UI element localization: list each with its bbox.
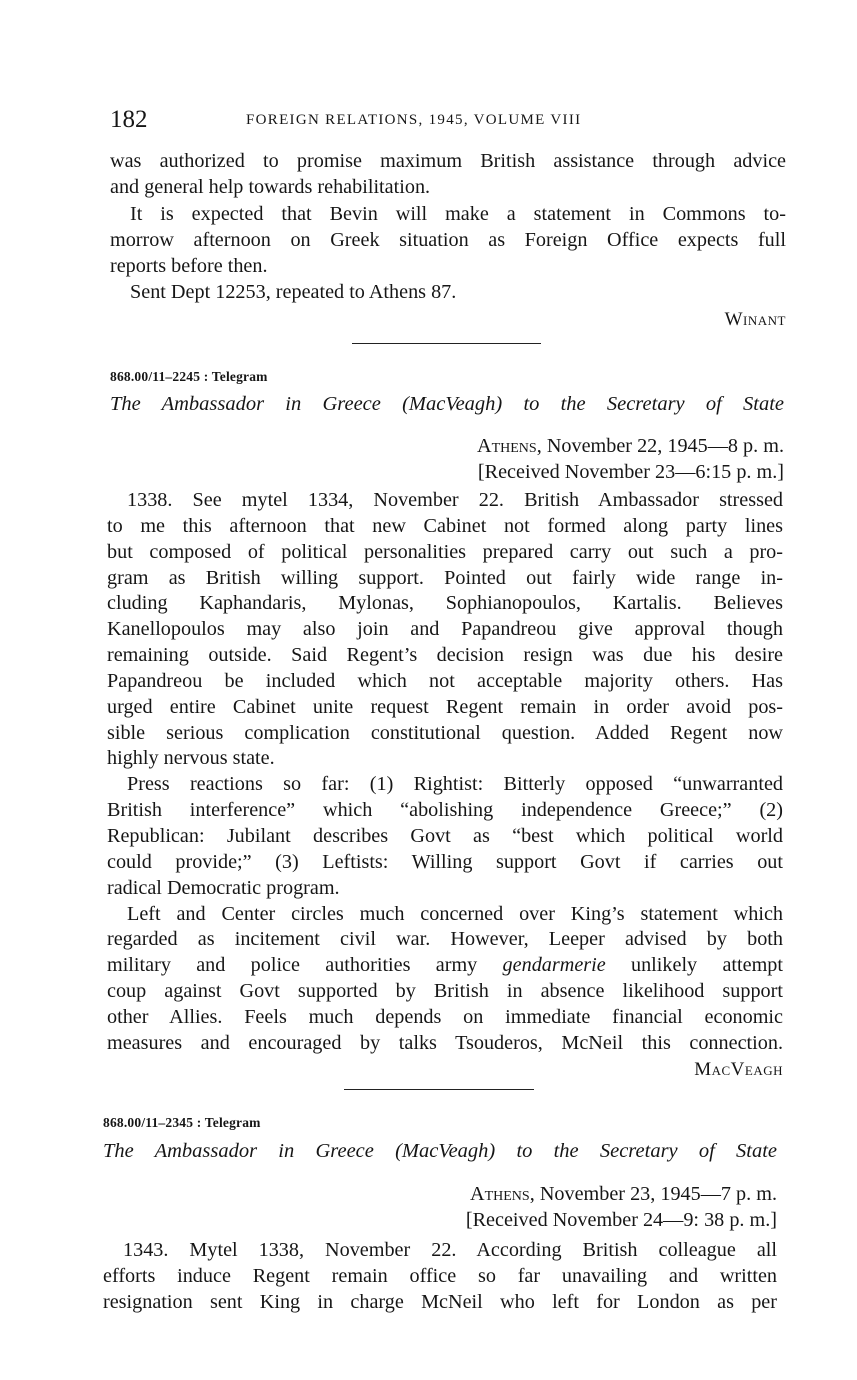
signature-text: Winant xyxy=(724,308,786,330)
file-number: 868.00/11–2245 : Telegram xyxy=(110,369,268,384)
continuation-paragraphs xyxy=(110,148,786,333)
text-line: Papandreou be included which not acceptable majority others. Has xyxy=(107,669,783,692)
text-line: remaining outside. Said Regent’s decision resign was due his desire xyxy=(107,644,783,667)
text-line: measures and encouraged by talks Tsouderos, McNeil this connection. xyxy=(107,1031,783,1054)
telegram-body xyxy=(103,1237,777,1315)
page-header xyxy=(110,104,786,136)
text-line: coup against Govt supported by British in absence likelihood support xyxy=(107,980,783,1003)
signature-text: MacVeagh xyxy=(694,1058,783,1080)
document-title: The Ambassador in Greece (MacVeagh) to the Secretary of State xyxy=(103,1140,777,1162)
dateline-place: Athens xyxy=(477,435,537,457)
dateline xyxy=(477,433,784,459)
text-line: sible serious complication constitutional question. Added Regent now xyxy=(107,721,783,744)
text-line: It is expected that Bevin will make a statement in Commons to- xyxy=(130,202,786,225)
dateline-date: , November 23, 1945—7 p. m. xyxy=(529,1183,777,1205)
text-line: Sent Dept 12253, repeated to Athens 87. xyxy=(130,281,457,304)
text-line: highly nervous state. xyxy=(107,747,275,770)
page-number: 182 xyxy=(110,106,148,133)
text-line: could provide;” (3) Leftists: Willing support Govt if carries out xyxy=(107,850,783,873)
section-divider xyxy=(352,343,541,344)
received-line: [Received November 23—6:15 p. m.] xyxy=(477,461,784,483)
text-line: Left and Center circles much concerned over King’s statement which xyxy=(127,902,783,925)
signature xyxy=(110,306,786,333)
dateline xyxy=(470,1181,777,1207)
text-line: urged entire Cabinet unite request Regent remain in order avoid pos- xyxy=(107,695,783,718)
text-line: Republican: Jubilant describes Govt as “best which political world xyxy=(107,824,783,847)
signature xyxy=(107,1057,783,1083)
text-line: and general help towards rehabilitation. xyxy=(110,176,431,199)
section-divider xyxy=(344,1089,534,1090)
text-line: Kanellopoulos may also join and Papandreou give approval though xyxy=(107,618,783,641)
text-line: 1338. See mytel 1334, November 22. British Ambassador stressed xyxy=(127,489,783,511)
text-line: radical Democratic program. xyxy=(107,876,340,899)
text-fragment: unlikely attempt xyxy=(605,954,783,977)
text-line: gram as British willing support. Pointed out fairly wide range in- xyxy=(107,566,783,589)
document-title: The Ambassador in Greece (MacVeagh) to the Secretary of State xyxy=(110,393,784,415)
text-line: but composed of political personalities prepared carry out such a pro- xyxy=(107,540,783,563)
text-line: cluding Kaphandaris, Mylonas, Sophianopoulos, Kartalis. Believes xyxy=(107,592,783,615)
text-line: 1343. Mytel 1338, November 22. According British colleague all xyxy=(123,1239,777,1261)
telegram-body xyxy=(107,488,783,1082)
text-line: to me this afternoon that new Cabinet not formed along party lines xyxy=(107,514,783,537)
dateline-date: , November 22, 1945—8 p. m. xyxy=(536,435,784,457)
text-line: efforts induce Regent remain office so far unavailing and written xyxy=(103,1265,777,1287)
running-head: FOREIGN RELATIONS, 1945, VOLUME VIII xyxy=(246,112,582,128)
text-line: morrow afternoon on Greek situation as Foreign Office expects full xyxy=(110,228,786,251)
text-line: regarded as incitement civil war. However, Leeper advised by both xyxy=(107,928,783,951)
text-line xyxy=(107,953,783,979)
text-fragment: military and police authorities army xyxy=(107,954,503,977)
received-line: [Received November 24—9: 38 p. m.] xyxy=(465,1209,777,1231)
dateline-place: Athens xyxy=(470,1183,530,1205)
text-line: other Allies. Feels much depends on immediate financial economic xyxy=(107,1005,783,1028)
file-number: 868.00/11–2345 : Telegram xyxy=(103,1115,261,1130)
text-line: resignation sent King in charge McNeil who left for London as per xyxy=(103,1291,777,1313)
text-line: reports before then. xyxy=(110,255,268,278)
italic-term: gendarmerie xyxy=(502,954,606,977)
text-line: Press reactions so far: (1) Rightist: Bitterly opposed “unwarranted xyxy=(127,773,783,796)
text-line: was authorized to promise maximum British assistance through advice xyxy=(110,150,786,172)
text-line: British interference” which “abolishing independence Greece;” (2) xyxy=(107,799,783,822)
